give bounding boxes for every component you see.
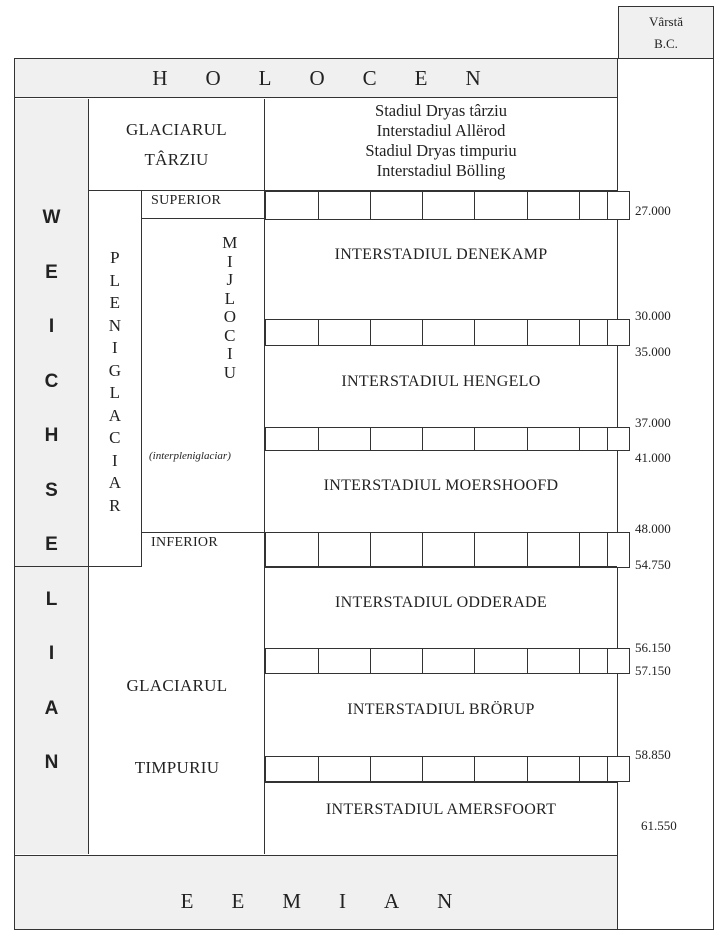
middle-letter: U: [223, 362, 237, 382]
age-37000: 37.000: [635, 415, 671, 430]
weichselian-letter: H: [44, 425, 59, 446]
eemian-letter: I: [339, 889, 346, 913]
pleniglacial-letter: R: [109, 495, 121, 515]
age-61550: 61.550: [641, 818, 677, 833]
hatched-row: [265, 191, 630, 220]
lower-pleniglacial-label: INFERIOR: [142, 533, 265, 567]
eemian-letter: E: [231, 889, 245, 913]
holocen-letter: O: [309, 65, 325, 90]
middle-pleniglacial-cell: [142, 219, 265, 533]
pleniglacial-letter: I: [112, 450, 118, 470]
middle-letter: M: [222, 233, 238, 252]
eemian-letter: N: [437, 889, 453, 913]
pleniglacial-letter: I: [112, 338, 118, 357]
hatched-row: [265, 532, 630, 568]
weichselian-letter: S: [45, 479, 58, 501]
divider-line: [15, 566, 89, 567]
weichselian-letter: W: [42, 207, 61, 228]
holocen-letter: L: [258, 65, 272, 90]
age-column-divider: [617, 58, 618, 930]
age-58850: 58.850: [635, 747, 671, 762]
interstadial-moershoofd: INTERSTADIUL MOERSHOOFD: [323, 477, 559, 494]
early-glacial-cell: [89, 567, 265, 854]
holocen-letter: H: [152, 65, 168, 90]
middle-letter: I: [227, 344, 233, 363]
interstadial-allerod: Interstadiul Allërod: [376, 120, 506, 140]
age-35000: 35.000: [635, 344, 671, 359]
interstadial-denekamp: INTERSTADIUL DENEKAMP: [334, 246, 548, 263]
age-54750: 54.750: [635, 557, 671, 572]
middle-letter: O: [223, 307, 237, 326]
weichselian-letter: I: [48, 643, 55, 664]
pleniglacial-letter: L: [109, 270, 121, 290]
weichselian-column: [15, 99, 89, 854]
pleniglacial-letter: N: [108, 315, 122, 335]
holocen-letter: C: [362, 65, 377, 90]
age-header-label: Vârstă: [649, 13, 683, 29]
hatched-row: [265, 648, 630, 674]
pleniglacial-column: [89, 191, 142, 567]
interstadial-odderade: INTERSTADIUL ODDERADE: [335, 594, 547, 611]
age-tick: [629, 760, 630, 782]
age-header: [618, 6, 714, 59]
age-27000: 27.000: [635, 203, 671, 218]
weichselian-letter: I: [48, 316, 55, 337]
hatched-row: [265, 427, 630, 451]
age-41000: 41.000: [635, 450, 671, 465]
late-glacial-line1: GLACIARUL: [126, 119, 227, 139]
eemian-band: [15, 855, 618, 929]
age-30000: 30.000: [635, 308, 671, 323]
divider-line: [265, 566, 617, 567]
interstadial-hengelo: INTERSTADIUL HENGELO: [341, 373, 541, 390]
pleniglacial-letter: A: [108, 473, 122, 492]
age-48000: 48.000: [635, 521, 671, 536]
eemian-letter: A: [384, 889, 400, 913]
pleniglacial-letter: C: [109, 428, 121, 447]
weichselian-letter: N: [44, 752, 59, 773]
interstadial-brorup: INTERSTADIUL BRÖRUP: [347, 701, 535, 718]
stadial-dryas-late: Stadiul Dryas târziu: [375, 100, 507, 120]
hatched-row: [265, 756, 630, 782]
middle-letter: C: [224, 325, 236, 345]
eemian-letter: E: [180, 889, 194, 913]
middle-letter: I: [227, 251, 233, 271]
weichselian-letter: L: [45, 588, 58, 610]
holocen-letter: E: [414, 65, 428, 90]
early-glacial-line2: TIMPURIU: [134, 758, 220, 777]
pleniglacial-letter: G: [108, 360, 122, 380]
interstadial-bolling: Interstadiul Bölling: [376, 160, 506, 180]
interpleniglacial-note: (interpleniglaciar): [149, 450, 231, 462]
weichselian-letter: A: [44, 697, 59, 719]
pleniglacial-letter: E: [109, 293, 121, 312]
stadial-dryas-early: Stadiul Dryas timpuriu: [365, 140, 517, 160]
holocen-letter: N: [465, 65, 481, 90]
middle-letter: J: [226, 270, 234, 289]
pleniglacial-letter: P: [110, 248, 120, 267]
upper-pleniglacial-label: SUPERIOR: [142, 191, 265, 219]
weichselian-letter: E: [45, 261, 58, 283]
early-glacial-line1: GLACIARUL: [126, 676, 228, 695]
middle-letter: L: [224, 288, 236, 308]
middle-pleniglacial-letters: [220, 234, 240, 382]
age-header-unit: B.C.: [654, 35, 678, 51]
eemian-letter: M: [282, 889, 301, 913]
hatched-row: [265, 319, 630, 346]
holocen-letter: O: [205, 65, 221, 90]
late-glacial-cell: [89, 99, 265, 191]
late-glacial-stadials: [265, 99, 617, 191]
interstadial-amersfoort: INTERSTADIUL AMERSFOORT: [265, 782, 617, 837]
age-56150: 56.150: [635, 640, 671, 655]
pleniglacial-letter: A: [108, 405, 122, 425]
holocen-band: [15, 59, 618, 98]
weichselian-letter: C: [44, 370, 59, 392]
age-57150: 57.150: [635, 663, 671, 678]
weichselian-letter: E: [45, 534, 58, 555]
pleniglacial-letter: L: [109, 383, 121, 402]
late-glacial-line2: TÂRZIU: [144, 149, 209, 169]
